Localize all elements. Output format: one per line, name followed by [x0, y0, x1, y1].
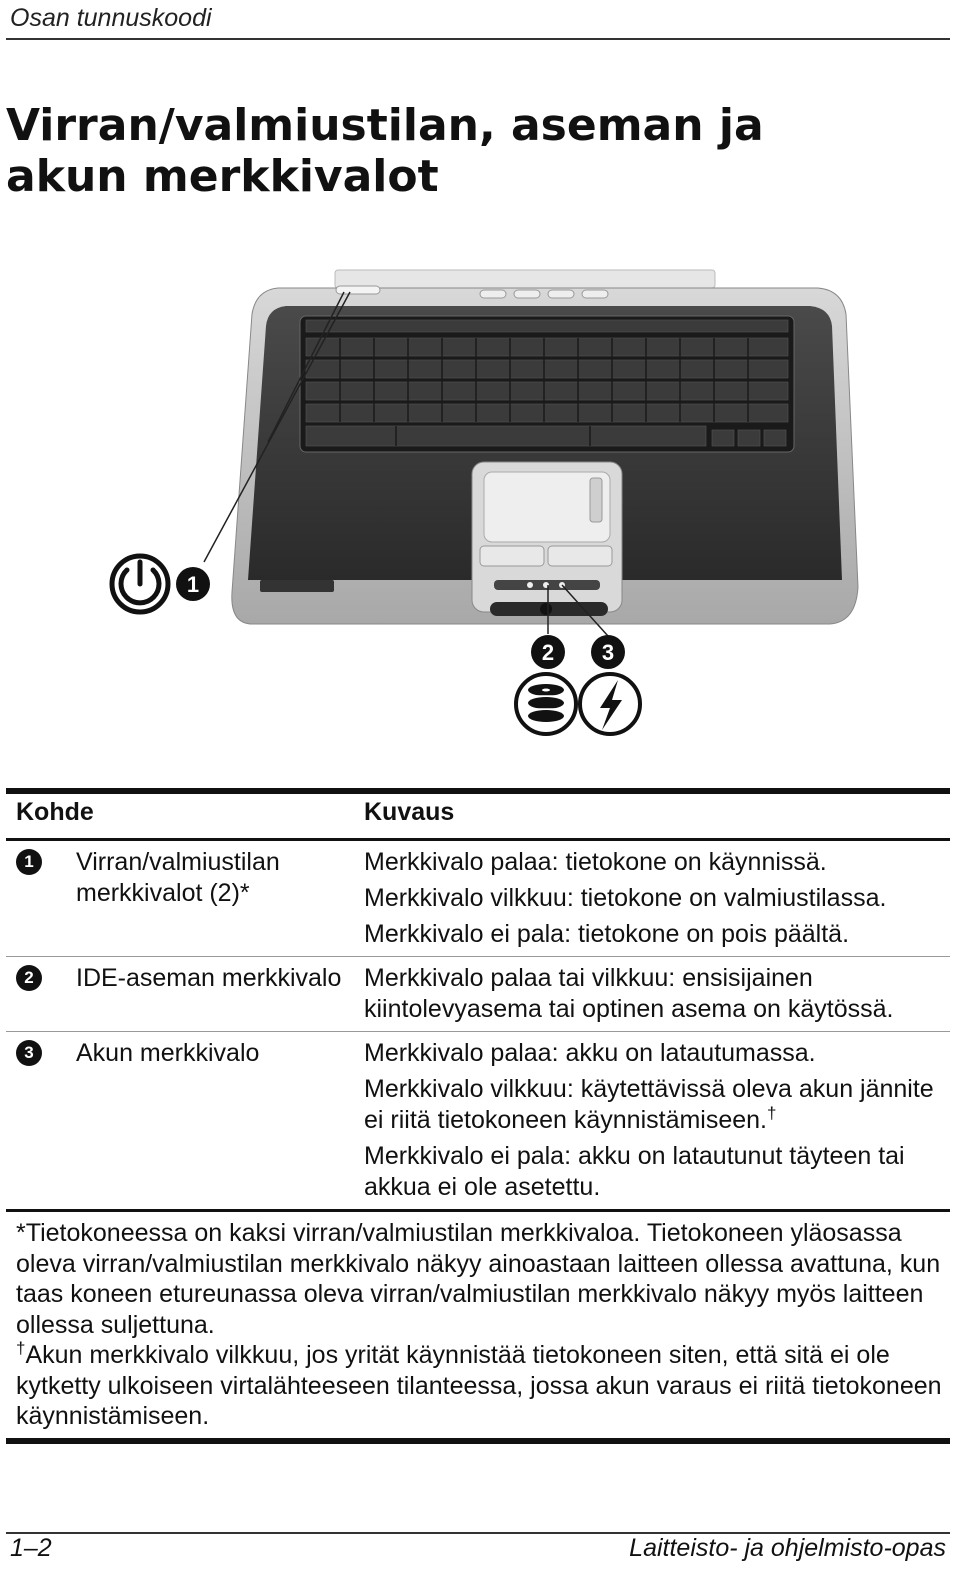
row-number: 2 [16, 965, 42, 991]
svg-text:2: 2 [541, 640, 555, 665]
table-notes [6, 1212, 950, 1438]
row-description [364, 1032, 944, 1209]
laptop-body [232, 270, 858, 624]
page-title: Virran/valmiustilan, aseman ja akun merkkivalot [6, 100, 764, 202]
description-line: Merkkivalo ei pala: akku on latautunut täyteen tai akkua ei ole asetettu. [364, 1142, 905, 1201]
row-description [364, 957, 944, 1031]
callout-2 [531, 635, 565, 669]
callout-3 [591, 635, 625, 669]
description-line [364, 1074, 944, 1136]
page-number: 1–2 [10, 1534, 52, 1562]
battery-charge-icon [580, 674, 640, 734]
row-number: 3 [16, 1040, 42, 1066]
dagger-mark: † [16, 1338, 26, 1358]
table-row [6, 841, 950, 956]
svg-text:1: 1 [186, 572, 200, 597]
footnote-asterisk: *Tietokoneessa on kaksi virran/valmiustilan merkkivaloa. Tietokoneen yläosassa oleva virran/valmiustilan merkkivalo näkyy ainoastaan laitteen ollessa avattuna, kun taas koneen etureunassa oleva virran/valmiustilan merkkivalo näkyy myös laitteen ollessa suljettuna. [16, 1219, 941, 1339]
table-row [6, 1032, 950, 1209]
description-line: Merkkivalo palaa: akku on latautumassa. [364, 1039, 816, 1067]
dagger-mark: † [767, 1103, 777, 1123]
description-text: Merkkivalo vilkkuu: käytettävissä oleva akun jännite ei riitä tietokoneen käynnistämiseen. [364, 1075, 934, 1134]
row-item: Virran/valmiustilan merkkivalot (2)* [76, 848, 280, 907]
row-description [364, 841, 944, 956]
laptop-figure [100, 262, 880, 746]
drive-icon [516, 674, 576, 734]
indicator-table [6, 788, 950, 1444]
column-header-kohde: Kohde [16, 798, 94, 826]
description-line: Merkkivalo palaa: tietokone on käynnissä. [364, 848, 827, 876]
row-number: 1 [16, 849, 42, 875]
description-line: Merkkivalo palaa tai vilkkuu: ensisijainen kiintolevyasema tai optinen asema on käytössä. [364, 964, 894, 1023]
row-item: IDE-aseman merkkivalo [76, 964, 342, 992]
footnote-text: Akun merkkivalo vilkkuu, jos yrität käynnistää tietokoneen siten, että sitä ei ole kytketty ulkoiseen virtalähteeseen tilanteessa, jossa akun varaus ei riitä tietokoneen käynnistämiseen. [16, 1341, 942, 1430]
book-title: Laitteisto- ja ohjelmisto-opas [629, 1534, 946, 1562]
running-header: Osan tunnuskoodi [10, 4, 212, 32]
footnote-dagger [16, 1340, 942, 1432]
table-row [6, 957, 950, 1031]
row-item: Akun merkkivalo [76, 1039, 260, 1067]
callout-1 [176, 567, 210, 601]
svg-text:3: 3 [601, 640, 615, 665]
header-rule [6, 38, 950, 40]
description-line: Merkkivalo vilkkuu: tietokone on valmiustilassa. [364, 884, 887, 912]
power-icon [112, 556, 168, 612]
description-line: Merkkivalo ei pala: tietokone on pois päältä. [364, 920, 850, 948]
table-bottom-rule [6, 1438, 950, 1444]
column-header-kuvaus: Kuvaus [364, 798, 455, 826]
table-header [6, 794, 950, 838]
